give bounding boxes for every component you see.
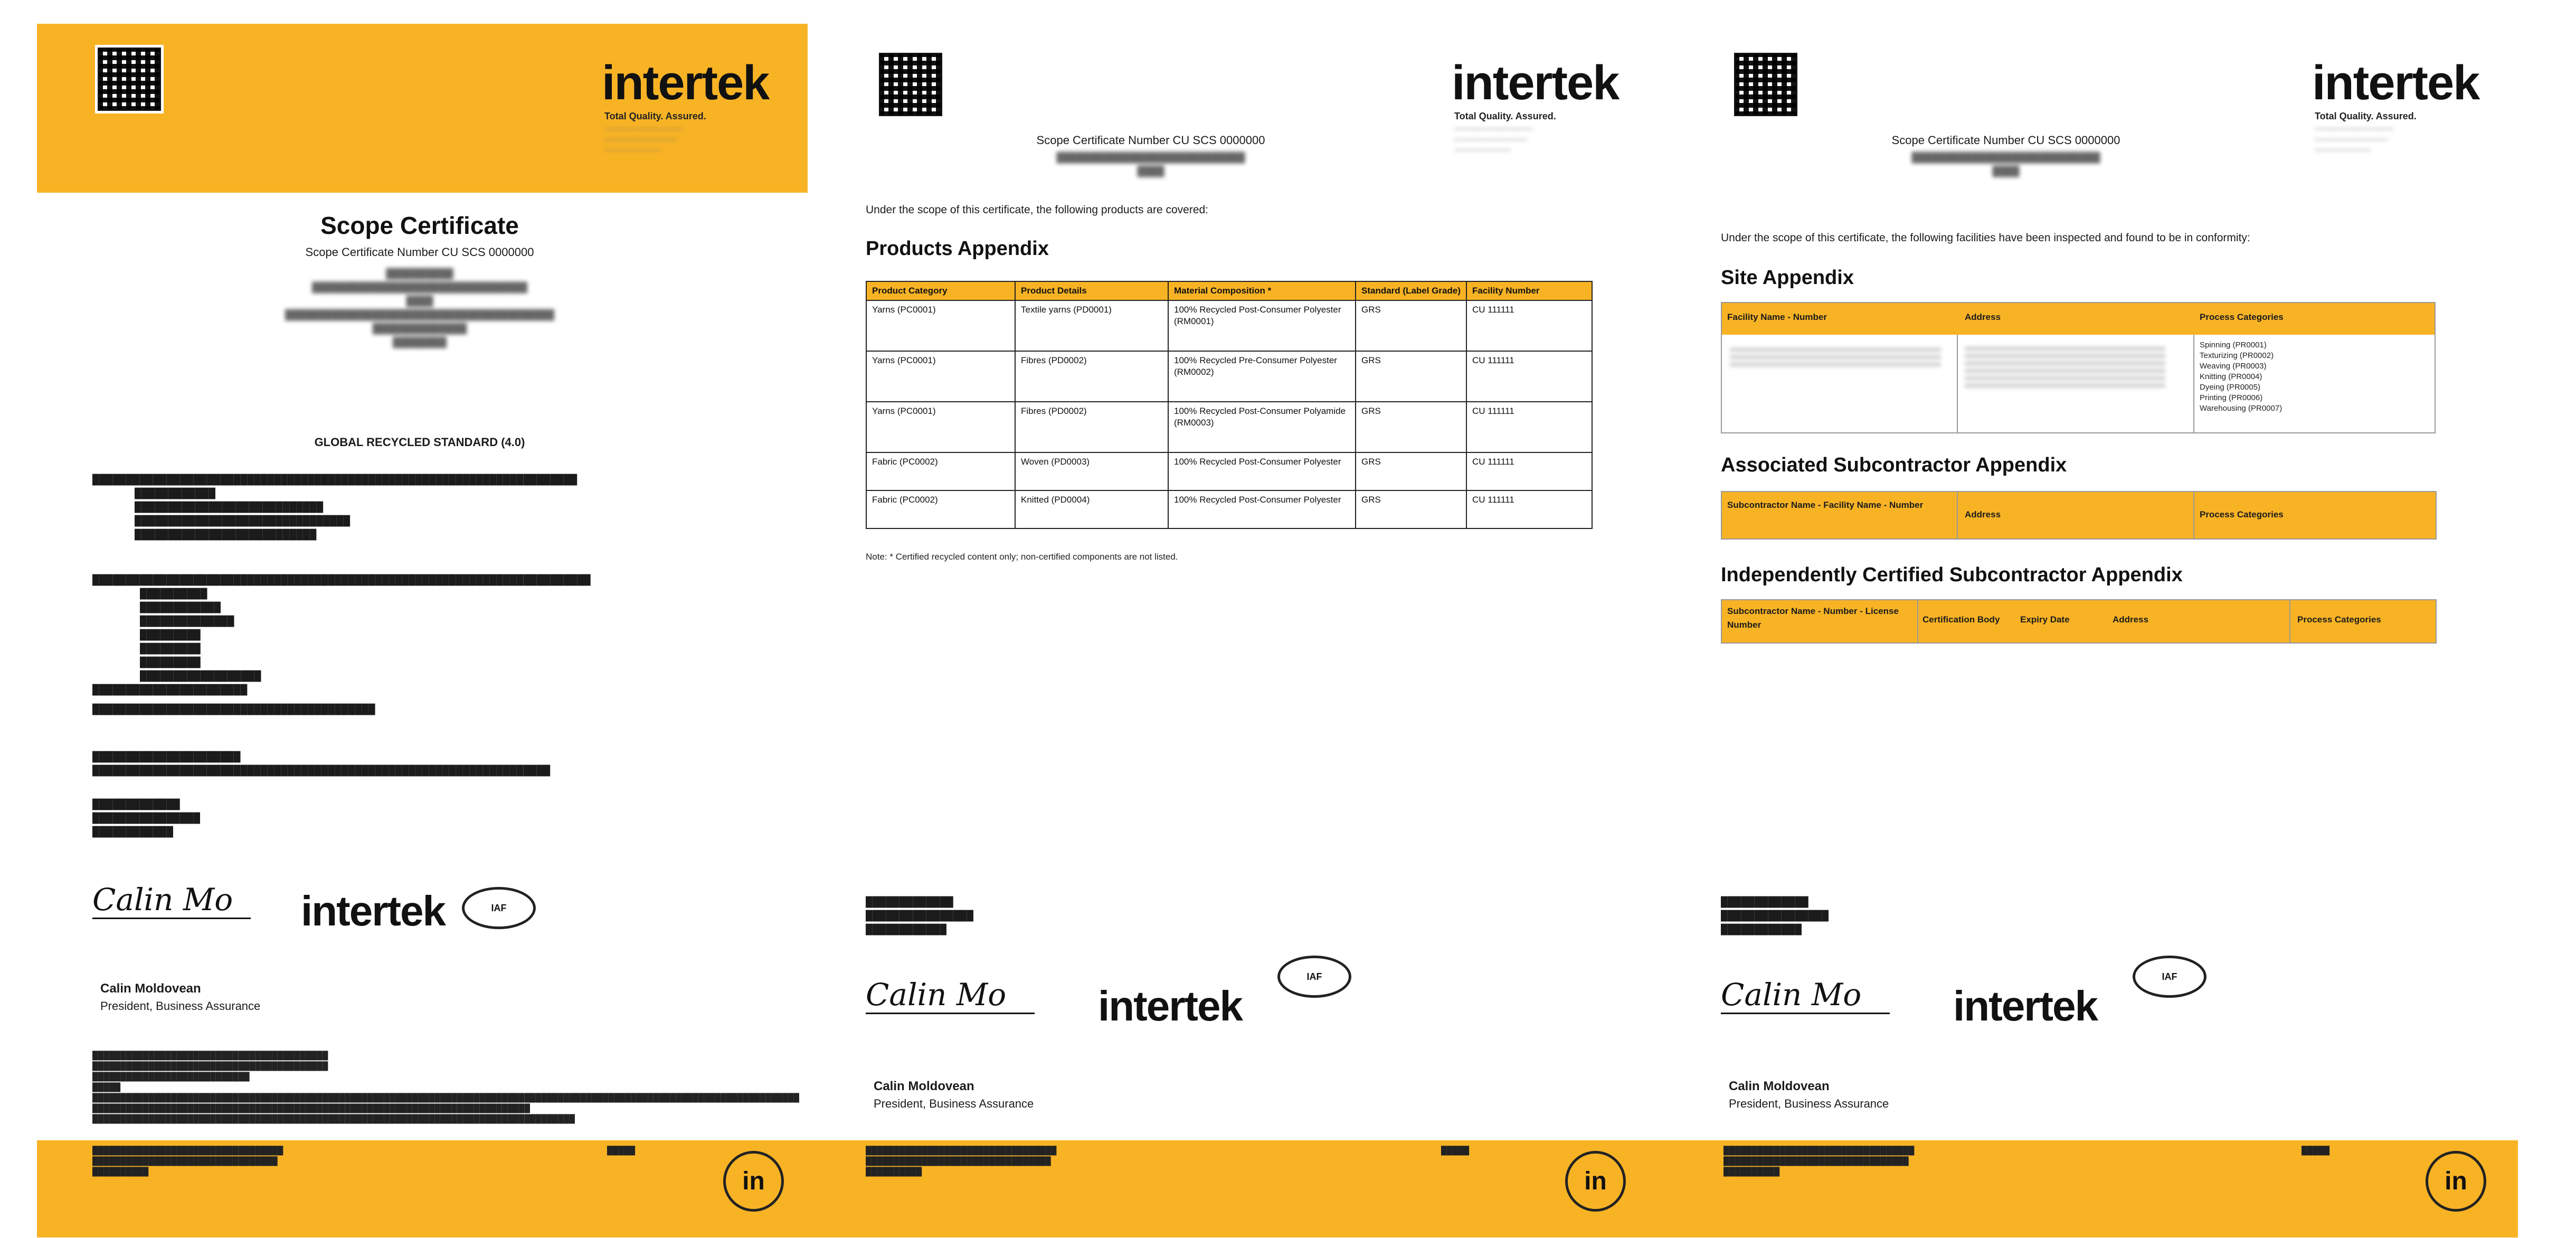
- table-header: Process Categories: [2297, 615, 2381, 625]
- certified-party-block: ██████████ ████████████████████████████████ ████ ████████████████████████████████████████ ██████████████ ████████: [285, 268, 555, 347]
- table-cell: GRS: [1356, 490, 1466, 528]
- table-cell: Fibres (PD0002): [1015, 351, 1168, 402]
- table-row: [866, 351, 1592, 402]
- header-address-block: ────────────── ───────────── ──────────: [1454, 125, 1533, 155]
- page-number: █████: [1441, 1146, 1470, 1155]
- table-row: [866, 490, 1592, 528]
- signer-name: Calin Moldovean: [874, 1079, 974, 1093]
- independent-subcontractor-title: Independently Certified Subcontractor Appendix: [1721, 564, 2183, 586]
- certified-party: ████████████████████████████ ████: [1056, 152, 1245, 176]
- table-cell: Textile yarns (PD0001): [1015, 300, 1168, 351]
- signer-name: Calin Moldovean: [1729, 1079, 1830, 1093]
- redacted-address: [1965, 345, 2165, 388]
- footer-text-block: ██████████████████████████████████ █████████████████████████████████ ██████████: [1723, 1146, 1915, 1176]
- table-cell: CU 111111: [1466, 300, 1592, 351]
- accreditation-seal: IAF: [1277, 956, 1351, 998]
- table-cell: GRS: [1356, 402, 1466, 452]
- associated-subcontractor-title: Associated Subcontractor Appendix: [1721, 454, 2067, 476]
- table-header: Address: [2113, 615, 2149, 625]
- products-table: [866, 281, 1593, 529]
- legal-text-block: ██████████████████████████████████████████ ██████████████████████████████████████████ ████████████████████████████ █████ ██████████████████████████████████████████████████████████████████████████████████████████████████████████████████████████████ ██████████████████████████████████████████████████████████████████████████████ ██████████████████████████████████████████████████████████████████████████████████████: [92, 1051, 800, 1123]
- brand-tagline: Total Quality. Assured.: [2315, 111, 2417, 121]
- intertek-emblem-icon: in: [723, 1151, 784, 1212]
- page-number: █████: [2302, 1146, 2330, 1155]
- column-divider: [2193, 492, 2194, 538]
- signer-name: Calin Moldovean: [100, 981, 201, 996]
- column-divider: [1957, 335, 1958, 432]
- table-header: Process Categories: [2200, 509, 2284, 519]
- table-header-row: [866, 281, 1592, 300]
- page-2: [850, 24, 1694, 1238]
- place-date-block: █████████████ ████████████████ ████████████: [866, 896, 974, 934]
- table-cell: 100% Recycled Post-Consumer Polyamide (RM0003): [1168, 402, 1356, 452]
- independent-subcontractor-table: [1721, 599, 2437, 644]
- table-cell: Yarns (PC0001): [866, 300, 1015, 351]
- site-appendix-title: Site Appendix: [1721, 267, 1854, 289]
- process-categories-block: ██████████████████████████████████████████████████████████████████████████ ██████████ ████████████ ██████████████ █████████ █████████ █████████ ██████████████████ ███████████████████████: [92, 574, 591, 695]
- table-cell: GRS: [1356, 351, 1466, 402]
- site-table: [1721, 302, 2436, 433]
- standard-name: GLOBAL RECYCLED STANDARD (4.0): [314, 436, 525, 449]
- scope-text-block: ████████████████████████████████████████████████████████████████████████ ████████████ ████████████████████████████ ████████████████████████████████ ███████████████████████████: [92, 474, 577, 540]
- table-header: Product Category: [866, 281, 1015, 300]
- redacted-facility-name: [1730, 345, 1941, 366]
- table-cell: CU 111111: [1466, 490, 1592, 528]
- table-header: Subcontractor Name - Number - License Number: [1727, 606, 1899, 630]
- signer-title: President, Business Assurance: [1729, 1097, 1889, 1110]
- table-cell: 100% Recycled Pre-Consumer Polyester (RM0002): [1168, 351, 1356, 402]
- table-cell: CU 111111: [1466, 452, 1592, 490]
- accreditation-seal: IAF: [462, 887, 536, 929]
- certified-party: ████████████████████████████ ████: [1911, 152, 2100, 176]
- intertek-emblem-icon: in: [1565, 1151, 1626, 1212]
- table-row: [866, 300, 1592, 351]
- intertek-logo-footer: intertek: [301, 887, 445, 934]
- table-cell: CU 111111: [1466, 402, 1592, 452]
- table-cell: Fabric (PC0002): [866, 452, 1015, 490]
- table-header: Expiry Date: [2020, 615, 2070, 625]
- footnote: ██████████████████████████████████████████: [92, 704, 375, 714]
- products-appendix-title: Products Appendix: [866, 238, 1049, 260]
- products-intro: Under the scope of this certificate, the following products are covered:: [866, 204, 1209, 216]
- intertek-logo-footer: intertek: [1098, 982, 1242, 1029]
- table-cell: Fabric (PC0002): [866, 490, 1015, 528]
- table-cell: 100% Recycled Post-Consumer Polyester: [1168, 452, 1356, 490]
- certificate-number: Scope Certificate Number CU SCS 0000000: [1891, 134, 2120, 147]
- table-note: Note: * Certified recycled content only; non-certified components are not listed.: [866, 552, 1178, 562]
- table-header: Facility Number: [1466, 281, 1592, 300]
- list-item: Spinning (PR0001): [2200, 341, 2267, 349]
- footer-band: [37, 1140, 2518, 1237]
- issue-dates-block: ██████████████████████ ████████████████████████████████████████████████████████████████████: [92, 751, 551, 776]
- qr-code-icon: [1731, 50, 1800, 119]
- signer-title: President, Business Assurance: [100, 999, 261, 1013]
- table-cell: Fibres (PD0002): [1015, 402, 1168, 452]
- certificate-number: Scope Certificate Number CU SCS 0000000: [305, 245, 534, 259]
- brand-tagline: Total Quality. Assured.: [604, 111, 706, 121]
- page-number: █████: [607, 1146, 636, 1155]
- table-cell: GRS: [1356, 452, 1466, 490]
- table-header: Product Details: [1015, 281, 1168, 300]
- table-header: Subcontractor Name - Facility Name - Number: [1727, 500, 1924, 510]
- table-header: Address: [1965, 509, 2001, 519]
- brand-tagline: Total Quality. Assured.: [1454, 111, 1556, 121]
- list-item: Texturizing (PR0002): [2200, 351, 2274, 360]
- intertek-logo-footer: intertek: [1953, 982, 2097, 1029]
- page-1: [32, 24, 808, 1238]
- qr-code-icon: [876, 50, 945, 119]
- page-3: [1705, 24, 2571, 1238]
- signer-title: President, Business Assurance: [874, 1097, 1034, 1110]
- site-table-header: [1722, 303, 2435, 335]
- table-cell: Knitted (PD0004): [1015, 490, 1168, 528]
- signature: Calin Mo: [92, 882, 251, 919]
- site-intro: Under the scope of this certificate, the following facilities have been inspected and found to be in conformity:: [1721, 232, 2250, 244]
- column-divider: [1957, 492, 1958, 538]
- qr-code-icon: [95, 45, 164, 114]
- header-address-block: ────────────── ───────────── ──────────: [604, 125, 683, 155]
- list-item: Warehousing (PR0007): [2200, 404, 2283, 413]
- intertek-logo: intertek: [602, 56, 769, 110]
- table-cell: Yarns (PC0001): [866, 402, 1015, 452]
- certificate-number: Scope Certificate Number CU SCS 0000000: [1036, 134, 1265, 147]
- column-divider: [2289, 600, 2290, 642]
- associated-subcontractor-table: [1721, 491, 2437, 540]
- table-cell: Woven (PD0003): [1015, 452, 1168, 490]
- column-divider: [1917, 600, 1918, 642]
- place-date-block: █████████████ ████████████████ ████████████: [92, 799, 201, 837]
- footer-text-block: ██████████████████████████████████ █████████████████████████████████ ██████████: [92, 1146, 283, 1176]
- place-date-block: █████████████ ████████████████ ████████████: [1721, 896, 1829, 934]
- table-row: [866, 402, 1592, 452]
- table-header: Address: [1965, 312, 2001, 322]
- table-cell: CU 111111: [1466, 351, 1592, 402]
- table-header: Process Categories: [2200, 312, 2284, 322]
- signature: Calin Mo: [1721, 977, 1890, 1014]
- process-list: [2200, 340, 2427, 414]
- intertek-emblem-icon: in: [2426, 1151, 2486, 1212]
- intertek-logo: intertek: [1452, 56, 1619, 110]
- footer-text-block: ██████████████████████████████████ █████████████████████████████████ ██████████: [866, 1146, 1057, 1176]
- table-cell: 100% Recycled Post-Consumer Polyester: [1168, 490, 1356, 528]
- column-divider: [2193, 335, 2194, 432]
- signature: Calin Mo: [866, 977, 1035, 1014]
- table-cell: 100% Recycled Post-Consumer Polyester (RM0001): [1168, 300, 1356, 351]
- table-header: Standard (Label Grade): [1356, 281, 1466, 300]
- list-item: Knitting (PR0004): [2200, 372, 2262, 381]
- table-header: Facility Name - Number: [1727, 312, 1827, 322]
- list-item: Weaving (PR0003): [2200, 362, 2267, 371]
- table-header: Certification Body: [1922, 615, 2000, 625]
- table-cell: Yarns (PC0001): [866, 351, 1015, 402]
- accreditation-seal: IAF: [2133, 956, 2206, 998]
- table-row: [866, 452, 1592, 490]
- page-title: Scope Certificate: [320, 212, 519, 239]
- list-item: Printing (PR0006): [2200, 393, 2263, 402]
- table-header: Material Composition *: [1168, 281, 1356, 300]
- table-cell: GRS: [1356, 300, 1466, 351]
- header-address-block: ────────────── ───────────── ──────────: [2315, 125, 2393, 155]
- intertek-logo: intertek: [2312, 56, 2479, 110]
- list-item: Dyeing (PR0005): [2200, 383, 2261, 392]
